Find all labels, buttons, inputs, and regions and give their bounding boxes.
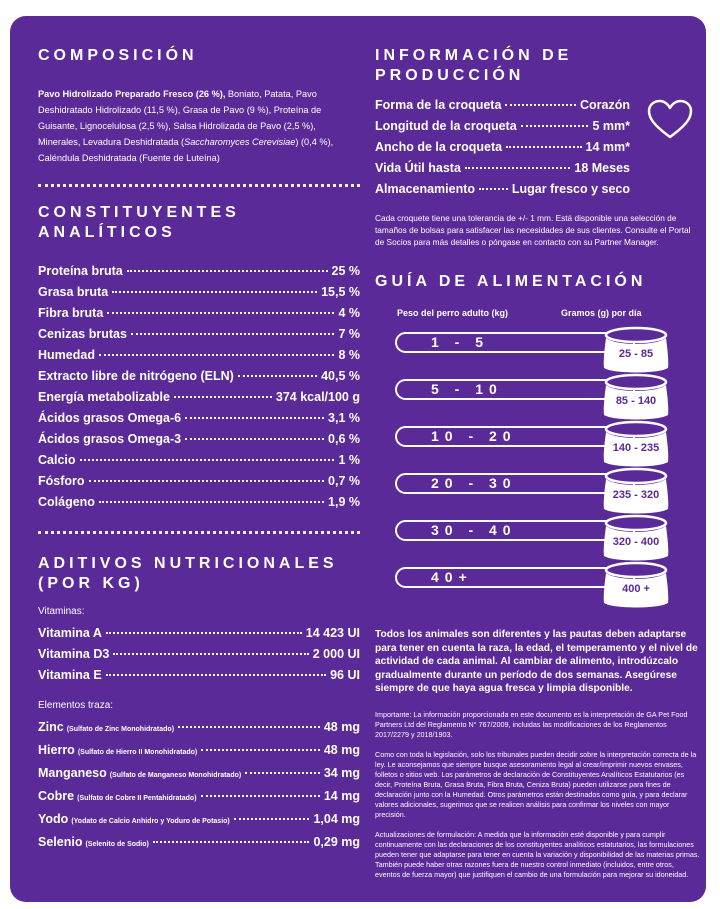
- row-sublabel: (Yodato de Calcio Anhidro y Yoduro de Potasio): [71, 818, 230, 825]
- updates-note: Actualizaciones de formulación: A medida que la información esté disponible y para cumplir continuamente con las declaraciones de los constituyentes analíticos estatutarios, las formulaciones pueden tener que adaptarse para tener en cuenta la variación y disponibilidad de las materias primas. También puede haber otras razones fuera de nuestro control inmediato (incluidos, entre otros, eventos de fuerza mayor) que justifiquen el cambio de una formulación para mejorar su idoneidad.: [375, 829, 700, 879]
- row-value: 14 mg: [323, 789, 360, 803]
- table-row: [38, 786, 360, 809]
- row-label: Vitamina D3: [38, 647, 110, 661]
- table-row: [38, 471, 360, 492]
- row-value: 7 %: [338, 327, 360, 341]
- table-row: [38, 450, 360, 471]
- vitamins-table: [38, 623, 360, 686]
- row-value: 14 423 UI: [305, 626, 360, 640]
- row-value: 0,29 mg: [313, 835, 360, 849]
- trace-table: [38, 717, 360, 855]
- grams-value: 140 - 235: [612, 442, 660, 454]
- row-label: Grasa bruta: [38, 285, 109, 299]
- divider: [38, 531, 360, 534]
- dot-leader: [201, 795, 320, 797]
- dot-leader: [178, 726, 320, 728]
- feeding-header: [375, 308, 700, 318]
- dot-leader: [127, 270, 328, 272]
- row-sublabel: (Sulfato de Cobre II Pentahidratado): [77, 795, 197, 802]
- table-row: [38, 832, 360, 855]
- additives-title-2: (POR KG): [38, 575, 144, 592]
- row-value: 40,5 %: [321, 369, 360, 383]
- dot-leader: [112, 291, 317, 293]
- dot-leader: [113, 653, 308, 655]
- row-value: Lugar fresco y seco: [511, 182, 630, 196]
- row-label: Colágeno: [38, 495, 95, 509]
- table-row: [38, 717, 360, 740]
- table-row: [375, 95, 630, 116]
- table-row: [375, 137, 630, 158]
- grams-value: 320 - 400: [612, 536, 660, 548]
- weight-bar: 20 - 30: [395, 473, 635, 494]
- dot-leader: [174, 396, 272, 398]
- additives-title-1: ADITIVOS NUTRICIONALES: [38, 555, 338, 572]
- row-label: Zinc: [38, 720, 64, 734]
- dot-leader: [245, 772, 320, 774]
- row-value: 2 000 UI: [312, 647, 360, 661]
- grams-header: Gramos (g) por día: [561, 308, 642, 318]
- weight-bar: 5 - 10: [395, 379, 635, 400]
- row-value: 18 Meses: [574, 161, 630, 175]
- weight-header: Peso del perro adulto (kg): [397, 308, 509, 318]
- row-label: Manganeso: [38, 766, 107, 780]
- row-label: Forma de la croqueta: [375, 98, 502, 112]
- row-label: Vitamina E: [38, 668, 102, 682]
- product-sheet-panel: [10, 16, 706, 902]
- production-title-1: INFORMACIÓN DE: [375, 47, 573, 64]
- grams-value: 400 +: [622, 583, 650, 595]
- heart-icon: [647, 99, 693, 141]
- grams-value: 85 - 140: [615, 395, 657, 407]
- row-label: Ácidos grasos Omega-3: [38, 432, 182, 446]
- dot-leader: [505, 104, 576, 106]
- legislation-note: Como con toda la legislación, solo los tribunales pueden decidir sobre la interpretación correcta de la ley. Le aconsejamos que siempre busque asesoramiento legal al crear/imprimir nuevos envases, folletos o sitios web. Los parámetros de declaración de Constituyentes Analíticos Estatutarios (es decir, Proteína Bruta, Grasa Bruta, Fibra Bruta, Ceniza Bruta) pueden utilizarse para fines de declaración junto con la Humedad. Otros parámetros están destinados como guía, y para declarar valores adicionales, sugerimos que se realicen análisis para confirmar los niveles con mayor precisión.: [375, 749, 697, 819]
- row-value: 48 mg: [323, 720, 360, 734]
- dot-leader: [238, 375, 317, 377]
- row-label: Humedad: [38, 348, 95, 362]
- analytical-table: [38, 261, 360, 513]
- row-sublabel: (Sulfato de Hierro II Monohidratado): [77, 749, 198, 756]
- production-table: [375, 95, 630, 200]
- row-value: 25 %: [331, 264, 360, 278]
- table-row: [375, 116, 630, 137]
- analytical-title-1: CONSTITUYENTES: [38, 204, 240, 221]
- row-sublabel: (Selenito de Sodio): [85, 841, 149, 848]
- table-row: [38, 387, 360, 408]
- feeding-title: GUÍA DE ALIMENTACIÓN: [375, 273, 647, 290]
- row-value: Corazón: [580, 98, 630, 112]
- feeding-chart: [375, 326, 700, 622]
- row-label: Almacenamiento: [375, 182, 476, 196]
- dot-leader: [201, 749, 320, 751]
- feeding-row: [375, 514, 695, 560]
- feeding-row: [375, 561, 695, 607]
- row-label: Energía metabolizable: [38, 390, 170, 404]
- dot-leader: [521, 125, 589, 127]
- trace-label: Elementos traza:: [38, 700, 114, 711]
- dot-leader: [185, 417, 324, 419]
- row-label: Hierro: [38, 743, 75, 757]
- row-label: Fósforo: [38, 474, 85, 488]
- row-label: Longitud de la croqueta: [375, 119, 517, 133]
- dot-leader: [107, 312, 334, 314]
- row-value: 0,6 %: [328, 432, 360, 446]
- feeding-row: [375, 373, 695, 419]
- row-label: Vida Útil hasta: [375, 161, 461, 175]
- dot-leader: [99, 354, 335, 356]
- weight-bar: 40+: [395, 567, 635, 588]
- feeding-paragraph: Todos los animales son diferentes y las pautas deben adaptarse para tener en cuenta la raza, la edad, el temperamento y el nivel de actividad de cada animal. Al cambiar de alimento, introdúzcalo gradualmente durante un período de dos semanas. Asegúrese siempre de que haya agua fresca y limpia disponible.: [375, 629, 698, 694]
- dot-leader: [506, 146, 581, 148]
- table-row: [38, 366, 360, 387]
- dot-leader: [234, 818, 310, 820]
- production-note: Cada croquete tiene una tolerancia de +/- 1 mm. Está disponible una selección de tamaños de bolsas para satisfacer las necesidades de sus clientes. Consulte el Portal de Socios para más detalles o póngase en contacto con su Partner Manager.: [375, 213, 691, 247]
- row-value: 374 kcal/100 g: [275, 390, 360, 404]
- row-label: Vitamina A: [38, 626, 102, 640]
- feeding-row: [375, 467, 695, 513]
- composition-text: [38, 86, 360, 166]
- table-row: [38, 324, 360, 345]
- right-column: [375, 46, 700, 880]
- vitamins-label: Vitaminas:: [38, 606, 85, 617]
- row-label: Selenio: [38, 835, 83, 849]
- table-row: [38, 303, 360, 324]
- table-row: [375, 179, 630, 200]
- row-label: Proteína bruta: [38, 264, 123, 278]
- row-value: 8 %: [338, 348, 360, 362]
- production-title-2: PRODUCCIÓN: [375, 67, 525, 84]
- dot-leader: [106, 674, 326, 676]
- dot-leader: [479, 188, 508, 190]
- feeding-row: [375, 420, 695, 466]
- weight-bar: 10 - 20: [395, 426, 635, 447]
- composition-part1: Boniato, Patata, Pavo Deshidratado Hidrolizado (11,5 %), Grasa de Pavo (9 %), Proteína de Guisante, Lignocelulosa (2,5 %), Salsa Hidrolizada de Pavo (2,5 %), Minerales, Levadura Deshidratada (: [38, 89, 322, 147]
- dot-leader: [153, 841, 310, 843]
- table-row: [38, 261, 360, 282]
- row-value: 3,1 %: [328, 411, 360, 425]
- row-value: 1 %: [338, 453, 360, 467]
- important-note: Importante: La información proporcionada en este documento es la interpretación de GA Pet Food Partners Ltd del Reglamento N° 767/2009, incluidas las modificaciones de los Reglamentos 2017/2279 y 2018/1903.: [375, 709, 688, 739]
- row-label: Cenizas brutas: [38, 327, 127, 341]
- dot-leader: [89, 480, 325, 482]
- table-row: [38, 408, 360, 429]
- dot-leader: [465, 167, 570, 169]
- row-label: Ácidos grasos Omega-6: [38, 411, 182, 425]
- table-row: [38, 809, 360, 832]
- row-value: 1,9 %: [328, 495, 360, 509]
- row-value: 0,7 %: [328, 474, 360, 488]
- grams-value: 25 - 85: [618, 348, 654, 360]
- feeding-row: [375, 326, 695, 372]
- table-row: [38, 282, 360, 303]
- dot-leader: [99, 501, 324, 503]
- row-value: 34 mg: [323, 766, 360, 780]
- row-label: Cobre: [38, 789, 75, 803]
- table-row: [38, 492, 360, 513]
- row-value: 4 %: [338, 306, 360, 320]
- row-label: Yodo: [38, 812, 69, 826]
- row-label: Extracto libre de nitrógeno (ELN): [38, 369, 234, 383]
- table-row: [38, 644, 360, 665]
- dot-leader: [80, 459, 335, 461]
- left-column: [38, 46, 360, 855]
- row-label: Fibra bruta: [38, 306, 104, 320]
- weight-bar: 30 - 40: [395, 520, 635, 541]
- table-row: [38, 740, 360, 763]
- row-value: 5 mm*: [592, 119, 630, 133]
- dot-leader: [131, 333, 335, 335]
- composition-part2: ) (0,4 %), Caléndula Deshidratada (Fuente de Luteína): [38, 137, 334, 163]
- grams-value: 235 - 320: [612, 489, 660, 501]
- analytical-title-2: ANALÍTICOS: [38, 224, 176, 241]
- table-row: [38, 345, 360, 366]
- composition-title: COMPOSICIÓN: [38, 47, 198, 64]
- row-label: Ancho de la croqueta: [375, 140, 503, 154]
- table-row: [38, 429, 360, 450]
- row-sublabel: (Sulfato de Zinc Monohidratado): [66, 726, 175, 733]
- table-row: [38, 665, 360, 686]
- divider: [38, 184, 360, 187]
- weight-bar: 1 - 5: [395, 332, 635, 353]
- row-value: 48 mg: [323, 743, 360, 757]
- row-value: 14 mm*: [585, 140, 630, 154]
- row-value: 1,04 mg: [313, 812, 360, 826]
- dot-leader: [185, 438, 324, 440]
- composition-bold: Pavo Hidrolizado Preparado Fresco (26 %),: [38, 89, 226, 99]
- dot-leader: [106, 632, 302, 634]
- row-value: 15,5 %: [321, 285, 360, 299]
- row-label: Calcio: [38, 453, 76, 467]
- row-sublabel: (Sulfato de Manganeso Monohidratado): [109, 772, 242, 779]
- composition-italic: Saccharomyces Cerevisiae: [184, 137, 296, 147]
- table-row: [38, 623, 360, 644]
- row-value: 96 UI: [330, 668, 360, 682]
- table-row: [375, 158, 630, 179]
- table-row: [38, 763, 360, 786]
